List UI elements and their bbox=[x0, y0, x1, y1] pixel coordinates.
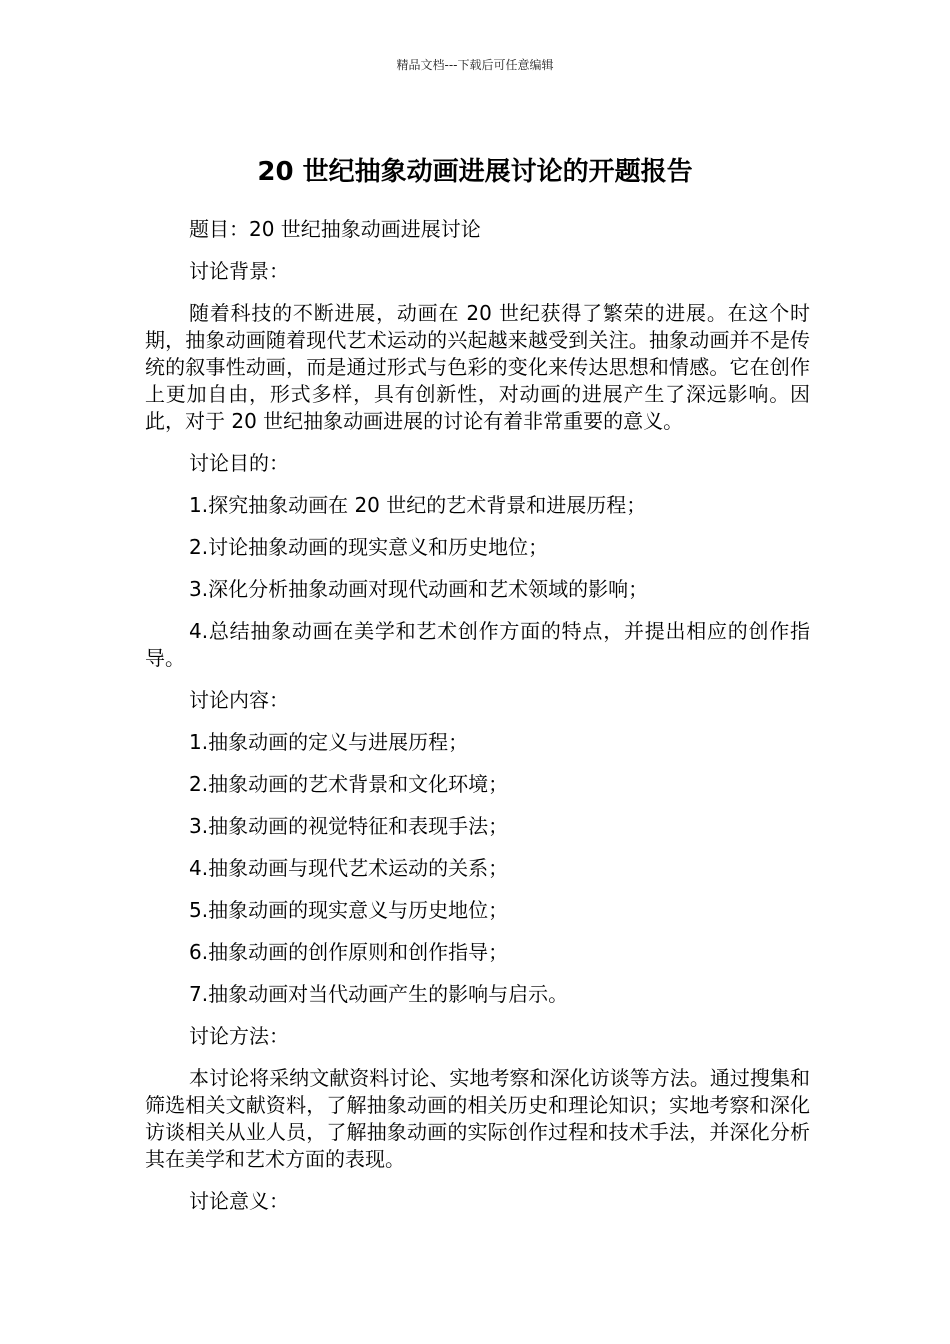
section-heading-significance: 讨论意义： bbox=[189, 1189, 289, 1213]
content-item: 2.抽象动画的艺术背景和文化环境； bbox=[189, 772, 509, 796]
section-heading-method: 讨论方法： bbox=[189, 1024, 289, 1048]
content-item: 3.抽象动画的视觉特征和表现手法； bbox=[189, 814, 509, 838]
document-title: 20 世纪抽象动画进展讨论的开题报告 bbox=[257, 157, 693, 188]
content-item: 6.抽象动画的创作原则和创作指导； bbox=[189, 940, 509, 964]
document-body bbox=[145, 216, 810, 1230]
background-paragraph: 随着科技的不断进展，动画在 20 世纪获得了繁荣的进展。在这个时期，抽象动画随着现代艺术运动的兴起越来越受到关注。抽象动画并不是传统的叙事性动画，而是通过形式与色彩的变化来传达思想和情感。它在创作上更加自由，形式多样，具有创新性，对动画的进展产生了深远影响。因此，对于 20 世纪抽象动画进展的讨论有着非常重要的意义。 bbox=[145, 301, 810, 433]
section-heading-background: 讨论背景： bbox=[189, 259, 289, 283]
content-item: 7.抽象动画对当代动画产生的影响与启示。 bbox=[189, 982, 569, 1006]
topic-line: 题目：20 世纪抽象动画进展讨论 bbox=[189, 217, 481, 241]
purpose-item: 1.探究抽象动画在 20 世纪的艺术背景和进展历程； bbox=[189, 493, 647, 517]
content-item: 5.抽象动画的现实意义与历史地位； bbox=[189, 898, 509, 922]
method-paragraph: 本讨论将采纳文献资料讨论、实地考察和深化访谈等方法。通过搜集和筛选相关文献资料，了解抽象动画的相关历史和理论知识；实地考察和深化访谈相关从业人员，了解抽象动画的实际创作过程和技术手法，并深化分析其在美学和艺术方面的表现。 bbox=[145, 1066, 810, 1171]
section-heading-content: 讨论内容： bbox=[189, 688, 289, 712]
purpose-item: 2.讨论抽象动画的现实意义和历史地位； bbox=[189, 535, 549, 559]
content-item: 4.抽象动画与现代艺术运动的关系； bbox=[189, 856, 509, 880]
section-heading-purpose: 讨论目的： bbox=[189, 451, 289, 475]
content-item: 1.抽象动画的定义与进展历程； bbox=[189, 730, 469, 754]
page-header-note: 精品文档---下载后可任意编辑 bbox=[396, 58, 554, 72]
purpose-item: 3.深化分析抽象动画对现代动画和艺术领域的影响； bbox=[189, 577, 649, 601]
purpose-item: 4.总结抽象动画在美学和艺术创作方面的特点，并提出相应的创作指导。 bbox=[145, 619, 810, 670]
